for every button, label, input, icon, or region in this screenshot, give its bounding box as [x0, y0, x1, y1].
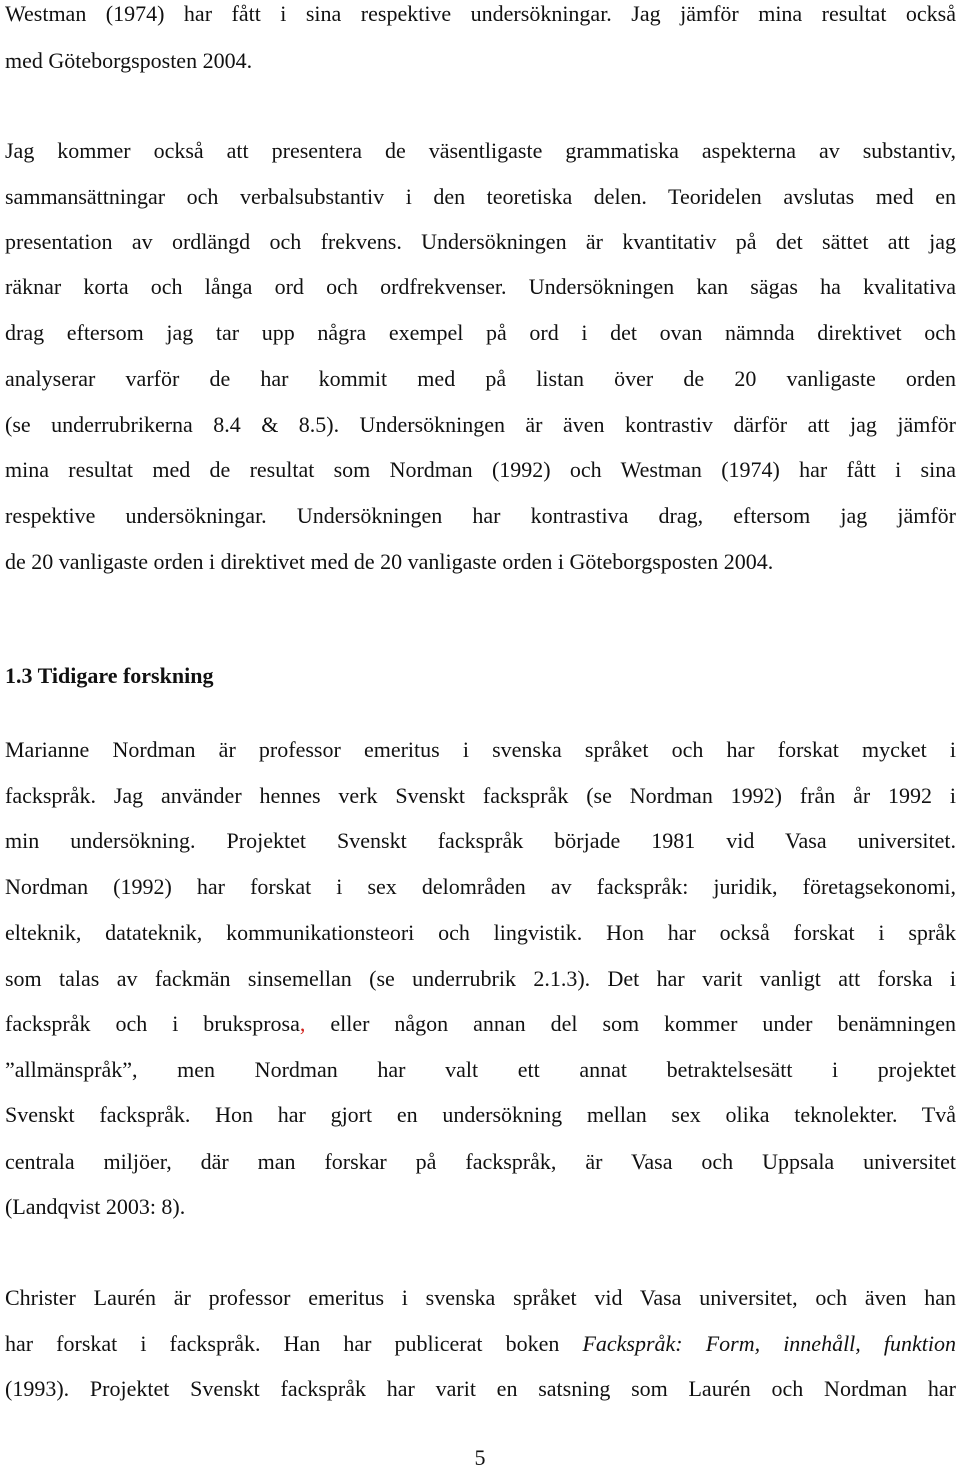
paragraph-line: (1993). Projektet Svenskt fackspråk har varit en satsning som Laurén och Nordman har: [5, 1376, 956, 1401]
paragraph-line: (Landqvist 2003: 8).: [5, 1194, 186, 1219]
paragraph-line: Nordman (1992) har forskat i sex delområden av fackspråk: juridik, företagsekonomi,: [5, 874, 956, 899]
paragraph-line: Jag kommer också att presentera de väsentligaste grammatiska aspekterna av substantiv,: [5, 138, 956, 163]
page-number: 5: [474, 1445, 486, 1470]
paragraph-line: Westman (1974) har fått i sina respektive undersökningar. Jag jämför mina resultat också: [5, 1, 956, 26]
paragraph-line: fackspråk. Jag använder hennes verk Svenskt fackspråk (se Nordman 1992) från år 1992 i: [5, 783, 956, 808]
paragraph-line: Svenskt fackspråk. Hon har gjort en undersökning mellan sex olika teknolekter. Två: [5, 1102, 956, 1127]
paragraph-line: (se underrubrikerna 8.4 & 8.5). Undersökningen är även kontrastiv därför att jag jämför: [5, 412, 956, 437]
text-run: har forskat i fackspråk. Han har publicerat boken: [5, 1331, 583, 1356]
paragraph-line: de 20 vanligaste orden i direktivet med de 20 vanligaste orden i Göteborgsposten 2004.: [5, 549, 774, 574]
paragraph-line: räknar korta och långa ord och ordfrekvenser. Undersökningen kan sägas ha kvalitativa: [5, 274, 956, 299]
paragraph-line: Christer Laurén är professor emeritus i svenska språket vid Vasa universitet, och även han: [5, 1285, 956, 1310]
paragraph-line: med Göteborgsposten 2004.: [5, 48, 253, 73]
book-title: Fackspråk: Form, innehåll, funktion: [582, 1331, 956, 1356]
highlighted-comma: ,: [299, 1011, 306, 1036]
paragraph-line: min undersökning. Projektet Svenskt fackspråk började 1981 vid Vasa universitet.: [5, 828, 956, 853]
paragraph-line: Marianne Nordman är professor emeritus i svenska språket och har forskat mycket i: [5, 737, 956, 762]
paragraph-line: ”allmänspråk”, men Nordman har valt ett annat betraktelsesätt i projektet: [5, 1057, 956, 1082]
paragraph-line: centrala miljöer, där man forskar på fackspråk, är Vasa och Uppsala universitet: [5, 1149, 956, 1174]
paragraph-line: [5, 1330, 956, 1358]
paragraph-line: respektive undersökningar. Undersökningen har kontrastiva drag, eftersom jag jämför: [5, 503, 956, 528]
paragraph-line: presentation av ordlängd och frekvens. Undersökningen är kvantitativ på det sättet att jag: [5, 229, 956, 254]
text-run: fackspråk och i bruksprosa: [5, 1011, 300, 1036]
text-run: eller någon annan del som kommer under benämningen: [305, 1011, 956, 1036]
paragraph-line: elteknik, datateknik, kommunikationsteori och lingvistik. Hon har också forskat i språk: [5, 920, 956, 945]
paragraph-line: drag eftersom jag tar upp några exempel på ord i det ovan nämnda direktivet och: [5, 320, 956, 345]
paragraph-line: analyserar varför de har kommit med på listan över de 20 vanligaste orden: [5, 366, 956, 391]
paragraph-line: mina resultat med de resultat som Nordman (1992) och Westman (1974) har fått i sina: [5, 457, 956, 482]
paragraph-line: som talas av fackmän sinsemellan (se underrubrik 2.1.3). Det har varit vanligt att forska i: [5, 966, 956, 991]
paragraph-line: [5, 1010, 956, 1038]
paragraph-line: sammansättningar och verbalsubstantiv i den teoretiska delen. Teoridelen avslutas med en: [5, 184, 956, 209]
section-heading: 1.3 Tidigare forskning: [5, 663, 214, 688]
